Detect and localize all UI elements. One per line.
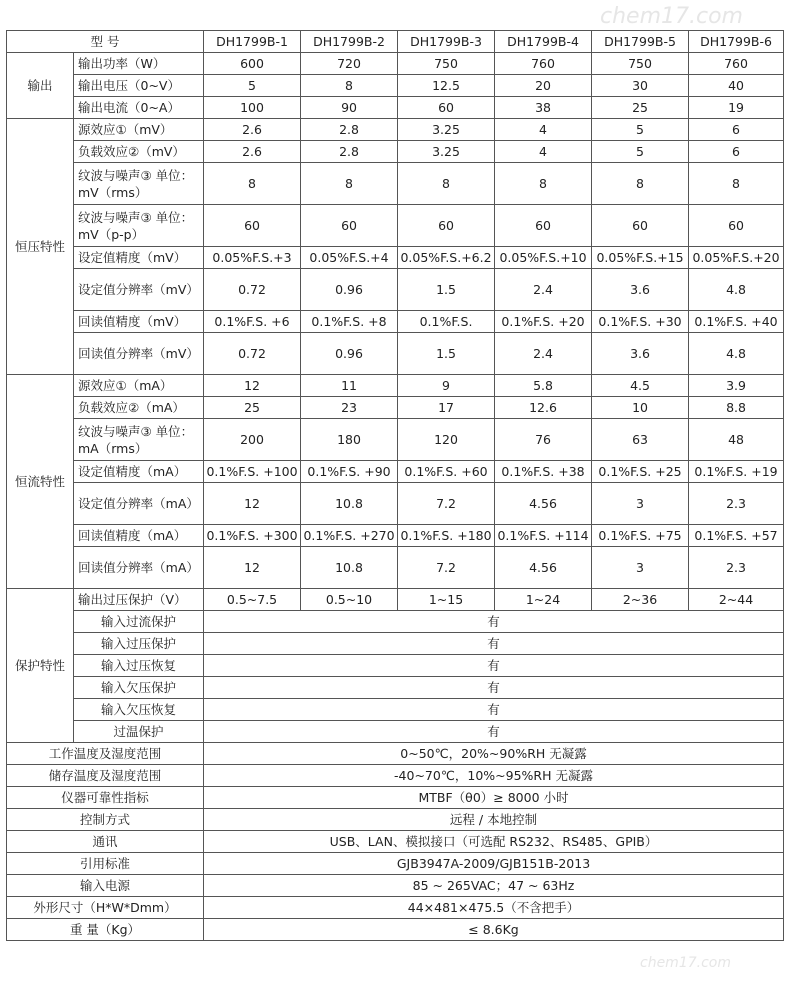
value-cell: 8 <box>495 163 592 205</box>
value-cell: 5 <box>592 119 689 141</box>
value-cell: 48 <box>689 419 784 461</box>
param-label: 回读值分辨率（mV） <box>74 333 204 375</box>
general-value: -40~70℃，10%~95%RH 无凝露 <box>204 765 784 787</box>
value-cell: 4.8 <box>689 269 784 311</box>
watermark-top: chem17.com <box>600 4 743 29</box>
value-cell: 600 <box>204 53 301 75</box>
value-cell: 7.2 <box>398 547 495 589</box>
value-cell: 12 <box>204 547 301 589</box>
general-value: USB、LAN、模拟接口（可选配 RS232、RS485、GPIB） <box>204 831 784 853</box>
value-cell: 3.25 <box>398 141 495 163</box>
value-cell: 11 <box>301 375 398 397</box>
value-cell: 0.1%F.S. +90 <box>301 461 398 483</box>
value-cell: 20 <box>495 75 592 97</box>
value-cell-all: 有 <box>204 677 784 699</box>
value-cell: 4.5 <box>592 375 689 397</box>
general-label: 控制方式 <box>7 809 204 831</box>
param-label: 输入过压保护 <box>74 633 204 655</box>
value-cell: 2.8 <box>301 141 398 163</box>
value-cell: 3.25 <box>398 119 495 141</box>
table-row <box>7 97 784 119</box>
table-row <box>7 853 784 875</box>
table-row <box>7 53 784 75</box>
category-cell: 输出 <box>7 53 74 119</box>
param-label: 纹波与噪声③ 单位：mA（rms） <box>74 419 204 461</box>
value-cell: 12 <box>204 375 301 397</box>
value-cell: 750 <box>592 53 689 75</box>
table-row <box>7 547 784 589</box>
general-label: 外形尺寸（H*W*Dmm） <box>7 897 204 919</box>
header-model-5: DH1799B-5 <box>592 31 689 53</box>
value-cell: 2~36 <box>592 589 689 611</box>
param-label: 输出功率（W） <box>74 53 204 75</box>
value-cell: 8 <box>301 163 398 205</box>
value-cell: 6 <box>689 119 784 141</box>
value-cell: 0.05%F.S.+15 <box>592 247 689 269</box>
param-label: 输入欠压保护 <box>74 677 204 699</box>
table-row <box>7 525 784 547</box>
value-cell: 8 <box>689 163 784 205</box>
table-row <box>7 765 784 787</box>
value-cell: 0.05%F.S.+20 <box>689 247 784 269</box>
value-cell: 12.5 <box>398 75 495 97</box>
param-label: 源效应①（mV） <box>74 119 204 141</box>
value-cell: 9 <box>398 375 495 397</box>
param-label: 设定值精度（mV） <box>74 247 204 269</box>
table-row <box>7 247 784 269</box>
value-cell-all: 有 <box>204 655 784 677</box>
category-cell: 保护特性 <box>7 589 74 743</box>
header-model-4: DH1799B-4 <box>495 31 592 53</box>
param-label: 输出过压保护（V） <box>74 589 204 611</box>
value-cell: 2.8 <box>301 119 398 141</box>
value-cell: 10.8 <box>301 547 398 589</box>
value-cell: 8 <box>301 75 398 97</box>
value-cell: 3.6 <box>592 333 689 375</box>
general-value: 85 ~ 265VAC；47 ~ 63Hz <box>204 875 784 897</box>
table-row <box>7 919 784 941</box>
value-cell: 0.05%F.S.+6.2 <box>398 247 495 269</box>
value-cell: 6 <box>689 141 784 163</box>
value-cell: 2.4 <box>495 333 592 375</box>
param-label: 过温保护 <box>74 721 204 743</box>
param-label: 输出电压（0~V） <box>74 75 204 97</box>
value-cell: 90 <box>301 97 398 119</box>
param-label: 负载效应②（mV） <box>74 141 204 163</box>
header-model-label: 型 号 <box>7 31 204 53</box>
value-cell: 200 <box>204 419 301 461</box>
watermark-bottom: chem17.com <box>640 955 731 971</box>
param-label: 纹波与噪声③ 单位：mV（p-p） <box>74 205 204 247</box>
value-cell: 7.2 <box>398 483 495 525</box>
header-row <box>7 31 784 53</box>
category-cell: 恒流特性 <box>7 375 74 589</box>
value-cell: 0.1%F.S. +270 <box>301 525 398 547</box>
table-row <box>7 655 784 677</box>
spec-table <box>6 30 784 941</box>
value-cell: 3 <box>592 483 689 525</box>
value-cell: 2.3 <box>689 483 784 525</box>
value-cell: 0.96 <box>301 333 398 375</box>
table-row <box>7 721 784 743</box>
value-cell: 0.1%F.S. +20 <box>495 311 592 333</box>
general-value: 0~50℃，20%~90%RH 无凝露 <box>204 743 784 765</box>
param-label: 源效应①（mA） <box>74 375 204 397</box>
value-cell: 8 <box>398 163 495 205</box>
table-row <box>7 699 784 721</box>
param-label: 设定值精度（mA） <box>74 461 204 483</box>
value-cell: 0.1%F.S. +40 <box>689 311 784 333</box>
value-cell: 3.6 <box>592 269 689 311</box>
table-row <box>7 611 784 633</box>
table-row <box>7 809 784 831</box>
table-row <box>7 743 784 765</box>
value-cell: 5 <box>204 75 301 97</box>
param-label: 纹波与噪声③ 单位：mV（rms） <box>74 163 204 205</box>
value-cell: 30 <box>592 75 689 97</box>
general-label: 重 量（Kg） <box>7 919 204 941</box>
param-label: 回读值分辨率（mA） <box>74 547 204 589</box>
value-cell-all: 有 <box>204 611 784 633</box>
value-cell: 100 <box>204 97 301 119</box>
value-cell: 60 <box>398 205 495 247</box>
value-cell: 2.6 <box>204 119 301 141</box>
value-cell: 0.5~7.5 <box>204 589 301 611</box>
general-value: 远程 / 本地控制 <box>204 809 784 831</box>
value-cell: 5 <box>592 141 689 163</box>
value-cell: 0.1%F.S. +60 <box>398 461 495 483</box>
value-cell: 0.1%F.S. +6 <box>204 311 301 333</box>
value-cell: 60 <box>592 205 689 247</box>
value-cell-all: 有 <box>204 633 784 655</box>
param-label: 设定值分辨率（mA） <box>74 483 204 525</box>
value-cell: 4.56 <box>495 547 592 589</box>
general-label: 仪器可靠性指标 <box>7 787 204 809</box>
value-cell: 3 <box>592 547 689 589</box>
general-value: MTBF（θ0）≥ 8000 小时 <box>204 787 784 809</box>
value-cell: 17 <box>398 397 495 419</box>
value-cell: 23 <box>301 397 398 419</box>
spec-table-body <box>7 31 784 941</box>
general-label: 通讯 <box>7 831 204 853</box>
value-cell: 60 <box>398 97 495 119</box>
table-row <box>7 311 784 333</box>
value-cell: 120 <box>398 419 495 461</box>
param-label: 输入过压恢复 <box>74 655 204 677</box>
value-cell: 1.5 <box>398 269 495 311</box>
header-model-6: DH1799B-6 <box>689 31 784 53</box>
category-cell: 恒压特性 <box>7 119 74 375</box>
value-cell: 2.6 <box>204 141 301 163</box>
value-cell: 3.9 <box>689 375 784 397</box>
value-cell: 60 <box>301 205 398 247</box>
table-row <box>7 831 784 853</box>
table-row <box>7 419 784 461</box>
value-cell: 8.8 <box>689 397 784 419</box>
value-cell: 8 <box>592 163 689 205</box>
value-cell: 0.1%F.S. +57 <box>689 525 784 547</box>
table-row <box>7 875 784 897</box>
value-cell: 0.1%F.S. +114 <box>495 525 592 547</box>
table-row <box>7 589 784 611</box>
table-row <box>7 333 784 375</box>
value-cell: 0.1%F.S. +30 <box>592 311 689 333</box>
param-label: 设定值分辨率（mV） <box>74 269 204 311</box>
value-cell: 60 <box>204 205 301 247</box>
general-value: 44×481×475.5（不含把手） <box>204 897 784 919</box>
value-cell: 4.56 <box>495 483 592 525</box>
general-value: ≤ 8.6Kg <box>204 919 784 941</box>
table-row <box>7 205 784 247</box>
param-label: 回读值精度（mV） <box>74 311 204 333</box>
value-cell: 0.72 <box>204 333 301 375</box>
value-cell: 10.8 <box>301 483 398 525</box>
table-row <box>7 677 784 699</box>
table-row <box>7 119 784 141</box>
value-cell: 0.5~10 <box>301 589 398 611</box>
general-label: 工作温度及湿度范围 <box>7 743 204 765</box>
value-cell: 4 <box>495 119 592 141</box>
value-cell: 760 <box>689 53 784 75</box>
value-cell: 19 <box>689 97 784 119</box>
value-cell: 4.8 <box>689 333 784 375</box>
table-row <box>7 483 784 525</box>
value-cell: 40 <box>689 75 784 97</box>
table-row <box>7 633 784 655</box>
header-model-2: DH1799B-2 <box>301 31 398 53</box>
value-cell: 0.1%F.S. <box>398 311 495 333</box>
value-cell: 38 <box>495 97 592 119</box>
table-row <box>7 897 784 919</box>
value-cell: 10 <box>592 397 689 419</box>
value-cell: 76 <box>495 419 592 461</box>
table-row <box>7 375 784 397</box>
value-cell: 0.1%F.S. +180 <box>398 525 495 547</box>
value-cell: 0.1%F.S. +38 <box>495 461 592 483</box>
value-cell: 60 <box>689 205 784 247</box>
value-cell: 760 <box>495 53 592 75</box>
value-cell: 60 <box>495 205 592 247</box>
param-label: 输入过流保护 <box>74 611 204 633</box>
table-row <box>7 163 784 205</box>
value-cell: 25 <box>592 97 689 119</box>
value-cell: 8 <box>204 163 301 205</box>
value-cell: 2~44 <box>689 589 784 611</box>
value-cell: 0.1%F.S. +100 <box>204 461 301 483</box>
value-cell-all: 有 <box>204 721 784 743</box>
param-label: 负载效应②（mA） <box>74 397 204 419</box>
value-cell: 12.6 <box>495 397 592 419</box>
value-cell: 0.05%F.S.+10 <box>495 247 592 269</box>
value-cell: 4 <box>495 141 592 163</box>
header-model-1: DH1799B-1 <box>204 31 301 53</box>
value-cell: 0.1%F.S. +8 <box>301 311 398 333</box>
value-cell: 0.05%F.S.+4 <box>301 247 398 269</box>
value-cell: 0.1%F.S. +75 <box>592 525 689 547</box>
value-cell: 1.5 <box>398 333 495 375</box>
general-label: 输入电源 <box>7 875 204 897</box>
value-cell: 0.72 <box>204 269 301 311</box>
value-cell: 25 <box>204 397 301 419</box>
value-cell: 1~24 <box>495 589 592 611</box>
value-cell: 2.3 <box>689 547 784 589</box>
table-row <box>7 461 784 483</box>
value-cell: 1~15 <box>398 589 495 611</box>
table-row <box>7 397 784 419</box>
general-value: GJB3947A-2009/GJB151B-2013 <box>204 853 784 875</box>
value-cell: 0.1%F.S. +300 <box>204 525 301 547</box>
param-label: 回读值精度（mA） <box>74 525 204 547</box>
value-cell: 180 <box>301 419 398 461</box>
param-label: 输出电流（0~A） <box>74 97 204 119</box>
value-cell: 750 <box>398 53 495 75</box>
value-cell: 0.1%F.S. +19 <box>689 461 784 483</box>
general-label: 储存温度及湿度范围 <box>7 765 204 787</box>
param-label: 输入欠压恢复 <box>74 699 204 721</box>
header-model-3: DH1799B-3 <box>398 31 495 53</box>
value-cell: 0.05%F.S.+3 <box>204 247 301 269</box>
general-label: 引用标准 <box>7 853 204 875</box>
value-cell: 720 <box>301 53 398 75</box>
table-row <box>7 269 784 311</box>
value-cell: 5.8 <box>495 375 592 397</box>
value-cell: 12 <box>204 483 301 525</box>
value-cell: 2.4 <box>495 269 592 311</box>
value-cell: 63 <box>592 419 689 461</box>
value-cell: 0.96 <box>301 269 398 311</box>
value-cell: 0.1%F.S. +25 <box>592 461 689 483</box>
value-cell-all: 有 <box>204 699 784 721</box>
table-row <box>7 787 784 809</box>
table-row <box>7 75 784 97</box>
table-row <box>7 141 784 163</box>
